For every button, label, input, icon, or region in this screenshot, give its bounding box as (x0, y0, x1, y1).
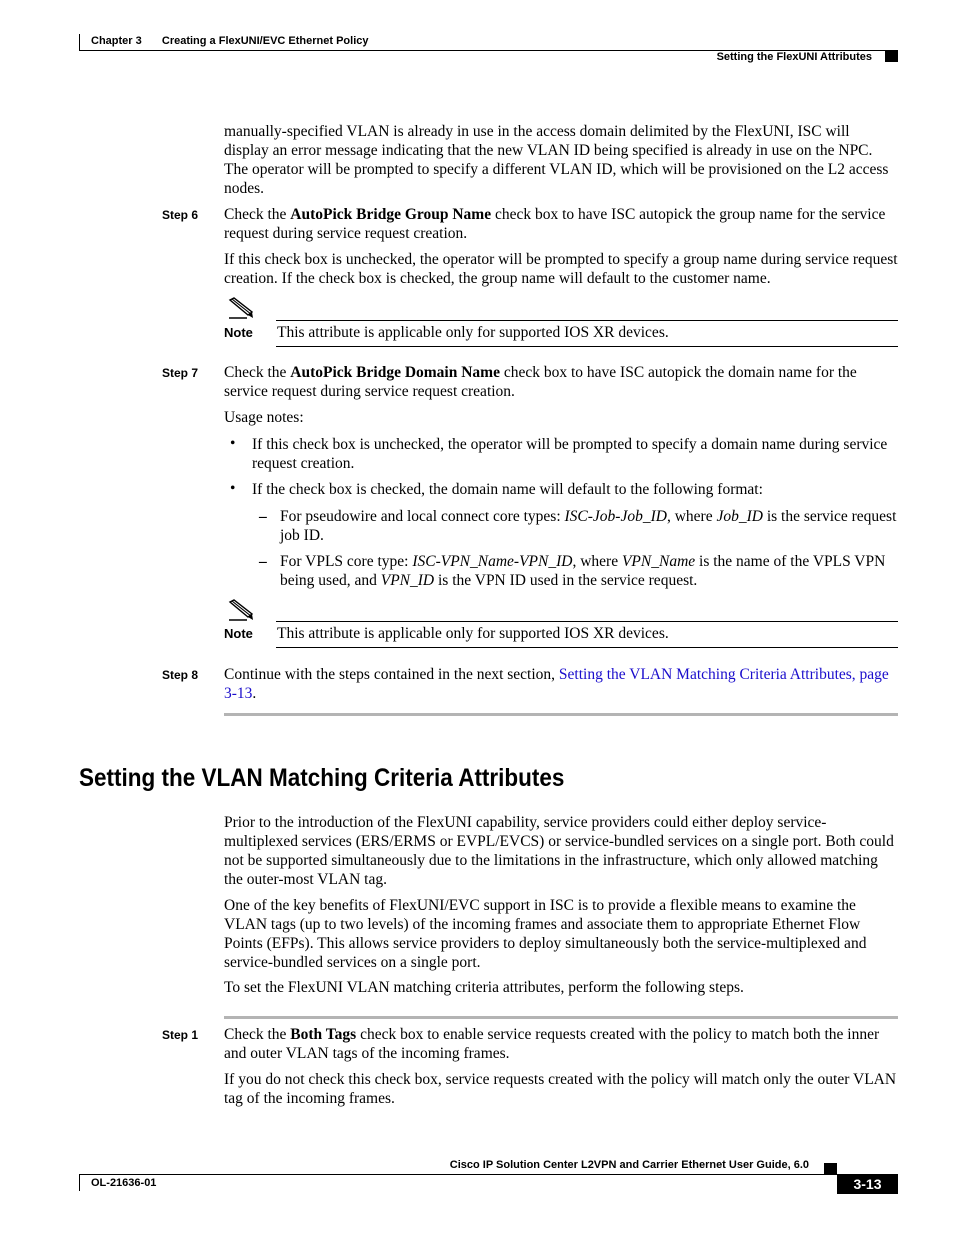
note1-label: Note (224, 325, 253, 340)
step6-text (224, 205, 898, 243)
sub1-mark: – (259, 508, 267, 525)
bullet1-mark: • (230, 435, 236, 452)
note1-rule-bottom (276, 346, 898, 347)
step6-post: check box to have ISC autopick the group name for the service request during service request creation. (224, 206, 886, 242)
bullet2-text: If the check box is checked, the domain name will default to the following format: (252, 481, 763, 498)
step7-label: Step 7 (162, 366, 199, 380)
step8-post: . (252, 685, 257, 702)
bullet2-mark: • (230, 480, 236, 497)
footer-doc-number: OL-21636-01 (91, 1177, 157, 1189)
note1-rule-top (276, 320, 898, 321)
usage-notes: Usage notes: (224, 409, 304, 426)
step8-label: Step 8 (162, 668, 199, 682)
page-number-box (837, 1174, 898, 1194)
section-link[interactable]: Setting the VLAN Matching Criteria Attributes, page 3-13 (224, 666, 889, 702)
step7-post: check box to have ISC autopick the domain name for the service request during service request creation. (224, 364, 857, 400)
sub1-b: ISC-Job-Job_ID (564, 508, 667, 525)
step1-post: check box to enable service requests created with the policy to match both the inner and outer VLAN tags of the incoming frames. (224, 1026, 880, 1062)
header-chapter (91, 35, 369, 47)
step6-pre: Check the (224, 206, 291, 223)
step1-text (224, 1025, 898, 1063)
section-para-3: To set the FlexUNI VLAN matching criteria attributes, perform the following steps. (224, 979, 744, 996)
header-left-bar (79, 34, 80, 51)
bullet1-text: If this check box is unchecked, the operator will be prompted to specify a domain name during service request creation. (252, 436, 888, 472)
header-black-box (885, 51, 898, 62)
sub2-f: VPN_ID (380, 572, 435, 589)
footer-small-box (824, 1163, 837, 1174)
pencil-icon (227, 599, 253, 621)
note2-rule-bottom (276, 647, 898, 648)
note2-rule-top (276, 621, 898, 622)
note2-label: Note (224, 626, 253, 641)
sub1-a: For pseudowire and local connect core types: (280, 508, 565, 525)
chapter-label: Chapter 3 (91, 35, 142, 47)
note1-text: This attribute is applicable only for supported IOS XR devices. (277, 324, 669, 341)
footer-guide-title: Cisco IP Solution Center L2VPN and Carrier Ethernet User Guide, 6.0 (449, 1159, 809, 1171)
pencil-icon (227, 297, 253, 319)
sub2-d: VPN_Name (621, 553, 696, 570)
step1-bold: Both Tags (290, 1026, 357, 1043)
step1-pre: Check the (224, 1026, 291, 1043)
step7-pre: Check the (224, 364, 291, 381)
step8-text (224, 665, 898, 703)
sub1-c: , where (666, 508, 717, 525)
section-heading: Setting the VLAN Matching Criteria Attributes (79, 764, 565, 792)
intro-paragraph: manually-specified VLAN is already in use in the access domain delimited by the FlexUNI, ISC will display an error message indicating that the new VLAN ID being specified is already in use on the NPC. The operator will be prompted to specify a different VLAN ID, which will be provisioned on the L2 access nodes. (224, 123, 889, 197)
step7-bold: AutoPick Bridge Domain Name (290, 364, 500, 381)
sub2-text (280, 552, 898, 590)
step1-para2: If you do not check this check box, service requests created with the policy will match only the outer VLAN tag of the incoming frames. (224, 1071, 897, 1107)
step7-text (224, 363, 898, 401)
sub1-text (280, 507, 898, 545)
step8-pre: Continue with the steps contained in the next section, (224, 666, 559, 683)
step6-bold: AutoPick Bridge Group Name (290, 206, 492, 223)
sub2-g: is the VPN ID used in the service request. (434, 572, 698, 589)
sub2-b: ISC-VPN_Name-VPN_ID (412, 553, 573, 570)
sub2-a: For VPLS core type: (280, 553, 413, 570)
section-para-2: One of the key benefits of FlexUNI/EVC support in ISC is to provide a flexible means to examine the VLAN tags (up to two levels) of the incoming frames and associate them to appropriate Ethernet Flow Points (EFPs). This allows service providers to deploy simultaneously both the service-multiplexed and service-bundled services on a single port. (224, 897, 867, 971)
header-section: Setting the FlexUNI Attributes (716, 51, 872, 63)
footer-rule (79, 1174, 898, 1175)
page-number: 3-13 (853, 1176, 882, 1192)
step6-para2: If this check box is unchecked, the operator will be prompted to specify a group name during service request creation. If the check box is checked, the group name will default to the customer name. (224, 251, 898, 287)
section-para-1: Prior to the introduction of the FlexUNI capability, service providers could either deploy service-multiplexed services (ERS/ERMS or EVPL/EVCS) or service-bundled services on a single port. Both could not be supported simultaneously due to the limitations in the infrastructure, which only allowed matching the outer-most VLAN tag. (224, 814, 894, 888)
sub2-mark: – (259, 553, 267, 570)
step1-label: Step 1 (162, 1028, 199, 1042)
sub1-e: is the service request job ID. (280, 508, 897, 544)
chapter-title: Creating a FlexUNI/EVC Ethernet Policy (161, 35, 369, 47)
note2-text: This attribute is applicable only for supported IOS XR devices. (277, 625, 669, 642)
sub2-c: , where (572, 553, 622, 570)
sub2-e: is the name of the VPLS VPN being used, and (280, 553, 886, 589)
step6-label: Step 6 (162, 208, 199, 222)
steps-start-rule (224, 1016, 898, 1019)
footer-left-bar (79, 1174, 80, 1191)
steps-end-rule (224, 713, 898, 716)
sub1-d: Job_ID (716, 508, 763, 525)
